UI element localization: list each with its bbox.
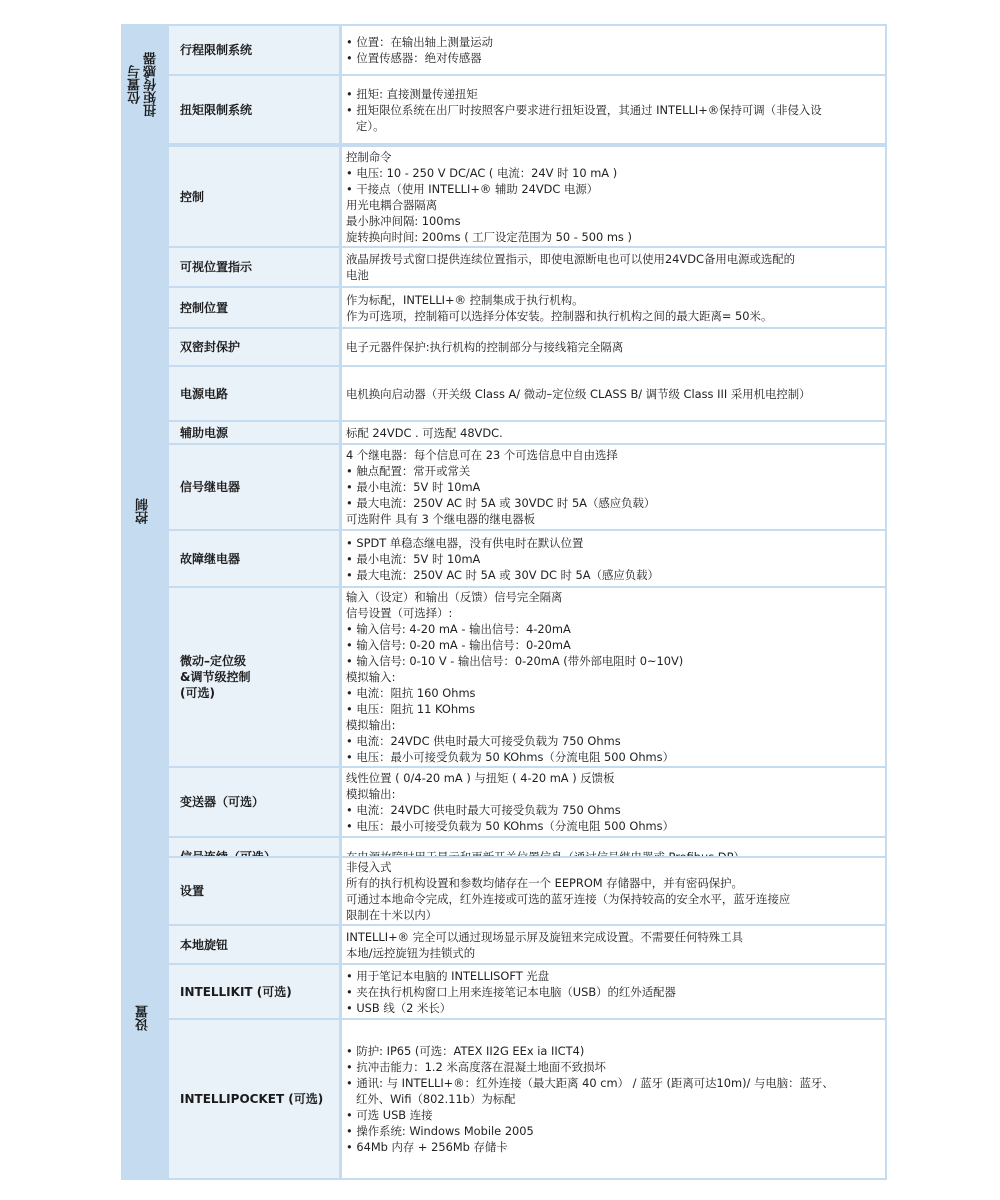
table-row	[169, 367, 885, 420]
value-lines	[346, 34, 493, 66]
value-line: • 电流：24VDC 供电时最大可接受负载为 750 Ohms	[346, 803, 621, 817]
category-cell	[121, 24, 166, 145]
value-line: • 电流：阻抗 160 Ohms	[346, 686, 476, 700]
value-line: 控制命令	[346, 149, 392, 164]
value-line: • 扭矩限位系统在出厂时按照客户要求进行扭矩设置，其通过 INTELLI+®保持可调（非侵入设	[346, 102, 822, 117]
table-row	[169, 531, 885, 586]
value-line: • 位置：在输出轴上测量运动	[346, 35, 494, 49]
value-line: • 触点配置：常开或常关	[346, 464, 471, 478]
value-line: 作为可选项，控制箱可以选择分体安装。控制器和执行机构之间的最大距离= 50米。	[346, 308, 773, 323]
value-lines	[346, 929, 743, 961]
value-line: 模拟输出:	[346, 718, 396, 732]
row-value	[342, 768, 885, 836]
value-line: • 输入信号: 0-20 mA - 输出信号：0-20mA	[346, 638, 571, 652]
table-row	[169, 965, 885, 1018]
value-line: 电机换向启动器（开关级 Class A/ 微动–定位级 CLASS B/ 调节级 Class III 采用机电控制）	[346, 386, 811, 401]
table-row	[169, 445, 885, 529]
table-row	[169, 768, 885, 836]
value-line: • 抗冲击能力：1.2 米高度落在混凝土地面不致损坏	[346, 1060, 606, 1074]
row-label: 辅助电源	[169, 422, 339, 443]
value-line: • 最大电流：250V AC 时 5A 或 30V DC 时 5A（感应负载）	[346, 567, 659, 582]
row-label: 双密封保护	[169, 329, 339, 365]
value-lines	[346, 251, 795, 283]
row-label: 行程限制系统	[169, 26, 339, 74]
value-line: • 可选 USB 连接	[346, 1108, 433, 1122]
row-value	[342, 445, 885, 529]
value-line: • SPDT 单稳态继电器，没有供电时在默认位置	[346, 535, 584, 550]
value-lines	[346, 968, 676, 1016]
value-line: 模拟输入:	[346, 670, 396, 684]
value-line: 作为标配，INTELLI+® 控制集成于执行机构。	[346, 292, 584, 307]
row-label: 控制	[169, 147, 339, 246]
value-lines	[346, 535, 659, 583]
value-line: 4 个继电器：每个信息可在 23 个可选信息中自由选择	[346, 448, 618, 462]
value-line: • 夹在执行机构窗口上用来连接笔记本电脑（USB）的红外适配器	[346, 984, 676, 999]
value-lines	[346, 86, 822, 134]
row-value	[342, 26, 885, 74]
row-label: 故障继电器	[169, 531, 339, 586]
value-lines	[346, 447, 655, 527]
table-row	[169, 248, 885, 286]
value-line: • 用于笔记本电脑的 INTELLISOFT 光盘	[346, 968, 550, 983]
row-label: 变送器（可选）	[169, 768, 339, 836]
value-line: 红外、Wifi（802.11b）为标配	[356, 1092, 516, 1106]
row-label: 微动–定位级 &调节级控制 (可选)	[169, 588, 339, 766]
value-line: • 干接点（使用 INTELLI+® 辅助 24VDC 电源）	[346, 181, 599, 196]
section	[121, 856, 887, 1180]
value-lines	[346, 339, 623, 355]
value-line: • 通讯: 与 INTELLI+®：红外连接（最大距离 40 cm） / 蓝牙 (距离可达10m)/ 与电脑：蓝牙、	[346, 1076, 834, 1090]
category-cell	[121, 856, 166, 1180]
value-line: 非侵入式	[346, 860, 392, 874]
row-value	[342, 588, 885, 766]
row-label: 电源电路	[169, 367, 339, 420]
value-line: • 输入信号: 4-20 mA - 输出信号：4-20mA	[346, 622, 571, 636]
table-row	[169, 147, 885, 246]
row-value	[342, 329, 885, 365]
value-line: • 最小电流：5V 时 10mA	[346, 480, 481, 494]
value-line: 所有的执行机构设置和参数均储存在一个 EEPROM 存储器中，并有密码保护。	[346, 876, 743, 890]
value-line: • 扭矩: 直接测量传递扭矩	[346, 86, 478, 101]
value-line: 可通过本地命令完成，红外连接或可选的蓝牙连接（为保持较高的安全水平，蓝牙连接应	[346, 892, 791, 906]
value-line: • 电压：最小可接受负载为 50 KOhms（分流电阻 500 Ohms）	[346, 750, 674, 764]
row-value	[342, 1020, 885, 1178]
value-line: 模拟输出:	[346, 787, 396, 801]
row-value	[342, 367, 885, 420]
value-line: • 位置传感器：绝对传感器	[346, 51, 482, 65]
value-line: • 输入信号: 0-10 V - 输出信号：0-20mA (带外部电阻时 0~10V)	[346, 654, 684, 668]
row-label: 本地旋钮	[169, 926, 339, 963]
category-label: 设置	[135, 1005, 151, 1031]
row-label: INTELLIPOCKET (可选)	[169, 1020, 339, 1178]
value-line: INTELLI+® 完全可以通过现场显示屏及旋钮来完成设置。不需要任何特殊工具	[346, 929, 743, 944]
table-row	[169, 1020, 885, 1178]
value-line: 限制在十米以内）	[346, 908, 438, 922]
value-line: 定）。	[356, 118, 385, 133]
value-lines	[346, 149, 632, 245]
value-lines	[346, 589, 683, 765]
value-line: • 最小电流：5V 时 10mA	[346, 551, 481, 566]
table-row	[169, 329, 885, 365]
value-lines	[346, 425, 503, 441]
table-row	[169, 288, 885, 327]
value-line: 输入（设定）和输出（反馈）信号完全隔离	[346, 590, 563, 604]
row-value	[342, 858, 885, 924]
value-line: • 电压：阻抗 11 KOhms	[346, 702, 476, 716]
row-value	[342, 76, 885, 143]
row-label: 扭矩限制系统	[169, 76, 339, 143]
value-line: 旋转换向时间: 200ms ( 工厂设定范围为 50 - 500 ms )	[346, 229, 632, 244]
value-line: 液晶屏拨号式窗口提供连续位置指示，即使电源断电也可以使用24VDC备用电源或选配的	[346, 252, 796, 266]
value-line: • USB 线（2 米长）	[346, 1000, 452, 1015]
value-lines	[346, 1043, 834, 1155]
row-label: 可视位置指示	[169, 248, 339, 286]
row-label: 设置	[169, 858, 339, 924]
row-label: 控制位置	[169, 288, 339, 327]
value-lines	[346, 292, 772, 324]
value-line: • 防护: IP65 (可选：ATEX II2G EEx ia IICT4)	[346, 1044, 585, 1058]
value-line: • 64Mb 内存 + 256Mb 存储卡	[346, 1140, 508, 1154]
value-line: 电池	[346, 268, 369, 282]
value-line: 可选附件 具有 3 个继电器的继电器板	[346, 512, 535, 526]
value-line: • 操作系统: Windows Mobile 2005	[346, 1124, 534, 1138]
value-lines	[346, 386, 811, 402]
value-line: 线性位置 ( 0/4-20 mA ) 与扭矩 ( 4-20 mA ) 反馈板	[346, 771, 615, 785]
table-row	[169, 926, 885, 963]
spec-table	[121, 24, 887, 1180]
table-row	[169, 858, 885, 924]
row-value	[342, 248, 885, 286]
value-line: • 最大电流：250V AC 时 5A 或 30VDC 时 5A（感应负载）	[346, 496, 656, 510]
value-line: 电子元器件保护:执行机构的控制部分与接线箱完全隔离	[346, 340, 624, 354]
value-line: • 电压：最小可接受负载为 50 KOhms（分流电阻 500 Ohms）	[346, 819, 674, 833]
section	[121, 145, 887, 877]
value-line: 最小脉冲间隔: 100ms	[346, 213, 461, 228]
value-lines	[346, 859, 790, 923]
row-value	[342, 926, 885, 963]
row-value	[342, 531, 885, 586]
value-line: • 电压: 10 - 250 V DC/AC ( 电流：24V 时 10 mA )	[346, 165, 618, 180]
table-row	[169, 588, 885, 766]
table-row	[169, 76, 885, 143]
row-value	[342, 965, 885, 1018]
value-line: 用光电耦合器隔离	[346, 197, 438, 212]
value-line: 信号设置（可选择）:	[346, 606, 453, 620]
row-value	[342, 288, 885, 327]
table-row	[169, 26, 885, 74]
row-label: INTELLIKIT (可选)	[169, 965, 339, 1018]
value-lines	[346, 770, 674, 834]
value-line: • 电流：24VDC 供电时最大可接受负载为 750 Ohms	[346, 734, 621, 748]
row-label: 信号继电器	[169, 445, 339, 529]
section	[121, 24, 887, 145]
value-line: 标配 24VDC . 可选配 48VDC.	[346, 425, 503, 440]
category-cell	[121, 145, 166, 877]
value-line: 本地/远控旋钮为挂锁式的	[346, 945, 476, 960]
category-label: 位置与 扭矩传感器	[127, 52, 159, 117]
table-row	[169, 422, 885, 443]
row-value	[342, 147, 885, 246]
category-label: 控制	[135, 498, 151, 524]
row-value	[342, 422, 885, 443]
